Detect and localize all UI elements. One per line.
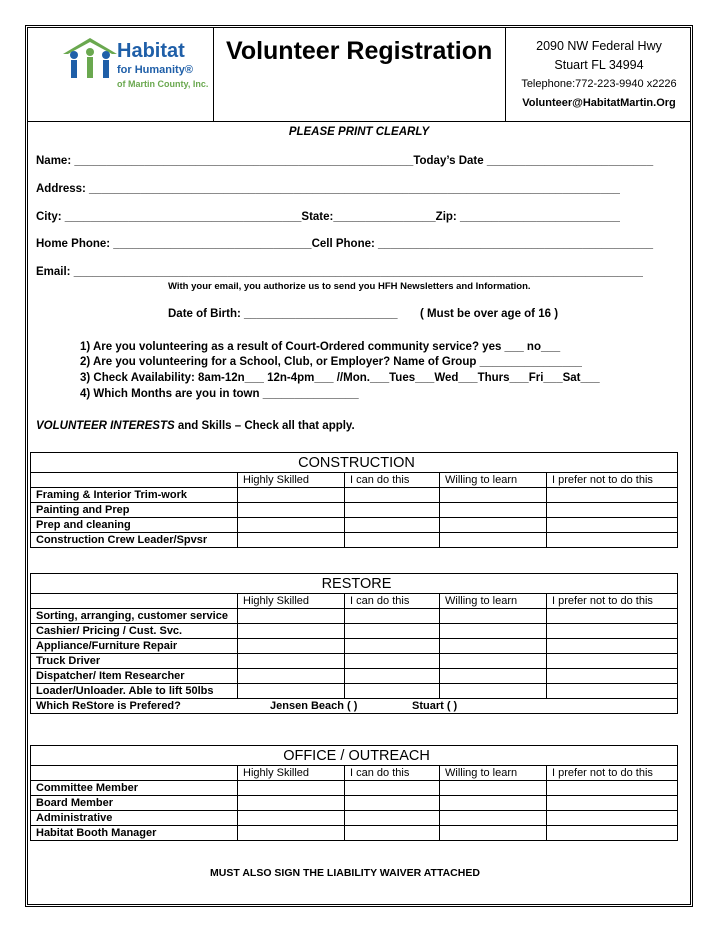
checkbox-cell[interactable] [345, 488, 440, 503]
waiver-notice: MUST ALSO SIGN THE LIABILITY WAIVER ATTACHED [210, 867, 480, 879]
question-court-ordered[interactable]: 1) Are you volunteering as a result of Court-Ordered community service? yes ___ no___ [80, 341, 561, 353]
checkbox-cell[interactable] [238, 684, 345, 699]
address-line2: Stuart FL 34994 [554, 58, 644, 72]
checkbox-cell[interactable] [440, 609, 547, 624]
interests-instructions: and Skills – Check all that apply. [174, 420, 355, 432]
row-label: Truck Driver [31, 654, 238, 669]
col-willing: Willing to learn [440, 473, 547, 488]
name-field[interactable]: Name: _____________________________________________________Today’s Date __________________________ [36, 155, 654, 167]
print-clearly: PLEASE PRINT CLEARLY [288, 126, 430, 138]
checkbox-cell[interactable] [345, 533, 440, 548]
checkbox-cell[interactable] [440, 488, 547, 503]
checkbox-cell[interactable] [345, 503, 440, 518]
checkbox-cell[interactable] [238, 609, 345, 624]
checkbox-cell[interactable] [547, 796, 678, 811]
checkbox-cell[interactable] [440, 639, 547, 654]
checkbox-cell[interactable] [345, 826, 440, 841]
col-can-do: I can do this [345, 594, 440, 609]
label-col-header [31, 473, 238, 488]
checkbox-cell[interactable] [547, 811, 678, 826]
row-label: Board Member [31, 796, 238, 811]
row-label: Framing & Interior Trim-work [31, 488, 238, 503]
construction-table [30, 452, 678, 548]
checkbox-cell[interactable] [238, 533, 345, 548]
question-group[interactable]: 2) Are you volunteering for a School, Club, or Employer? Name of Group ________________ [80, 356, 582, 368]
checkbox-cell[interactable] [345, 811, 440, 826]
checkbox-cell[interactable] [345, 518, 440, 533]
col-highly-skilled: Highly Skilled [238, 766, 345, 781]
checkbox-cell[interactable] [547, 781, 678, 796]
checkbox-cell[interactable] [238, 811, 345, 826]
checkbox-cell[interactable] [440, 654, 547, 669]
email-field[interactable]: Email: _________________________________________________________________________________________ [36, 266, 643, 278]
header [27, 27, 691, 122]
section-title: RESTORE [31, 574, 678, 594]
checkbox-cell[interactable] [345, 654, 440, 669]
row-label: Sorting, arranging, customer service [31, 609, 238, 624]
checkbox-cell[interactable] [440, 669, 547, 684]
logo-org: of Martin County, Inc. [117, 79, 209, 89]
checkbox-cell[interactable] [547, 533, 678, 548]
address-line1: 2090 NW Federal Hwy [536, 39, 662, 53]
row-label: Appliance/Furniture Repair [31, 639, 238, 654]
checkbox-cell[interactable] [440, 518, 547, 533]
checkbox-cell[interactable] [345, 781, 440, 796]
interests-heading [36, 420, 355, 432]
checkbox-cell[interactable] [440, 503, 547, 518]
row-label: Cashier/ Pricing / Cust. Svc. [31, 624, 238, 639]
checkbox-cell[interactable] [440, 533, 547, 548]
checkbox-cell[interactable] [238, 518, 345, 533]
row-label: Prep and cleaning [31, 518, 238, 533]
section-title: CONSTRUCTION [31, 453, 678, 473]
checkbox-cell[interactable] [440, 796, 547, 811]
logo-name: Habitat [117, 40, 185, 62]
page-title: Volunteer Registration [226, 37, 493, 65]
row-label: Committee Member [31, 781, 238, 796]
checkbox-cell[interactable] [547, 609, 678, 624]
checkbox-cell[interactable] [238, 488, 345, 503]
col-highly-skilled: Highly Skilled [238, 594, 345, 609]
checkbox-cell[interactable] [345, 624, 440, 639]
question-availability[interactable]: 3) Check Availability: 8am-12n___ 12n-4pm___ //Mon.___Tues___Wed___Thurs___Fri___Sat___ [80, 372, 600, 384]
row-label: Loader/Unloader. Able to lift 50lbs [31, 684, 238, 699]
label-col-header [31, 594, 238, 609]
checkbox-cell[interactable] [547, 684, 678, 699]
col-prefer-not: I prefer not to do this [547, 766, 678, 781]
checkbox-cell[interactable] [238, 503, 345, 518]
dob-field[interactable]: Date of Birth: ________________________ [168, 308, 398, 320]
contact-email: Volunteer@HabitatMartin.Org [522, 97, 676, 109]
checkbox-cell[interactable] [440, 624, 547, 639]
checkbox-cell[interactable] [440, 684, 547, 699]
checkbox-cell[interactable] [547, 826, 678, 841]
label-col-header [31, 766, 238, 781]
phone-field[interactable]: Home Phone: _______________________________Cell Phone: ___________________________________________ [36, 238, 654, 250]
checkbox-cell[interactable] [345, 639, 440, 654]
row-label: Construction Crew Leader/Spvsr [31, 533, 238, 548]
restore-preference-label: Which ReStore is Prefered? [36, 700, 181, 712]
checkbox-cell[interactable] [440, 826, 547, 841]
checkbox-cell[interactable] [440, 781, 547, 796]
section-title: OFFICE / OUTREACH [31, 746, 678, 766]
checkbox-cell[interactable] [238, 669, 345, 684]
city-state-zip-field[interactable]: City: _____________________________________State:________________Zip: _________________________ [36, 211, 620, 223]
checkbox-cell[interactable] [345, 609, 440, 624]
checkbox-cell[interactable] [238, 654, 345, 669]
checkbox-cell[interactable] [440, 811, 547, 826]
checkbox-cell[interactable] [238, 796, 345, 811]
col-can-do: I can do this [345, 766, 440, 781]
checkbox-cell[interactable] [547, 503, 678, 518]
dob-note: ( Must be over age of 16 ) [420, 308, 559, 320]
address-field[interactable]: Address: ___________________________________________________________________________________ [36, 183, 620, 195]
col-willing: Willing to learn [440, 594, 547, 609]
row-label: Dispatcher/ Item Researcher [31, 669, 238, 684]
house-people-icon [60, 36, 120, 82]
address-block [505, 27, 692, 121]
row-label: Painting and Prep [31, 503, 238, 518]
col-highly-skilled: Highly Skilled [238, 473, 345, 488]
email-note: With your email, you authorize us to send you HFH Newsletters and Information. [168, 281, 531, 292]
col-prefer-not: I prefer not to do this [547, 473, 678, 488]
col-can-do: I can do this [345, 473, 440, 488]
title-cell [214, 27, 504, 121]
checkbox-cell[interactable] [547, 624, 678, 639]
checkbox-cell[interactable] [547, 518, 678, 533]
col-prefer-not: I prefer not to do this [547, 594, 678, 609]
checkbox-cell[interactable] [547, 669, 678, 684]
checkbox-cell[interactable] [345, 669, 440, 684]
checkbox-cell[interactable] [238, 624, 345, 639]
col-willing: Willing to learn [440, 766, 547, 781]
office-table [30, 745, 678, 841]
question-months[interactable]: 4) Which Months are you in town _______________ [80, 388, 359, 400]
option-jensen-beach[interactable]: Jensen Beach ( ) [270, 700, 358, 712]
checkbox-cell[interactable] [238, 826, 345, 841]
checkbox-cell[interactable] [547, 654, 678, 669]
telephone: Telephone:772-223-9940 x2226 [521, 78, 677, 90]
checkbox-cell[interactable] [345, 684, 440, 699]
checkbox-cell[interactable] [547, 639, 678, 654]
row-label: Administrative [31, 811, 238, 826]
logo-sub: for Humanity® [117, 64, 193, 76]
restore-preference-row [31, 699, 678, 714]
option-stuart[interactable]: Stuart ( ) [412, 700, 458, 712]
checkbox-cell[interactable] [547, 488, 678, 503]
checkbox-cell[interactable] [238, 639, 345, 654]
row-label: Habitat Booth Manager [31, 826, 238, 841]
checkbox-cell[interactable] [238, 781, 345, 796]
checkbox-cell[interactable] [345, 796, 440, 811]
interests-title: VOLUNTEER INTERESTS [36, 420, 175, 432]
habitat-logo [27, 27, 214, 121]
restore-table [30, 573, 678, 714]
